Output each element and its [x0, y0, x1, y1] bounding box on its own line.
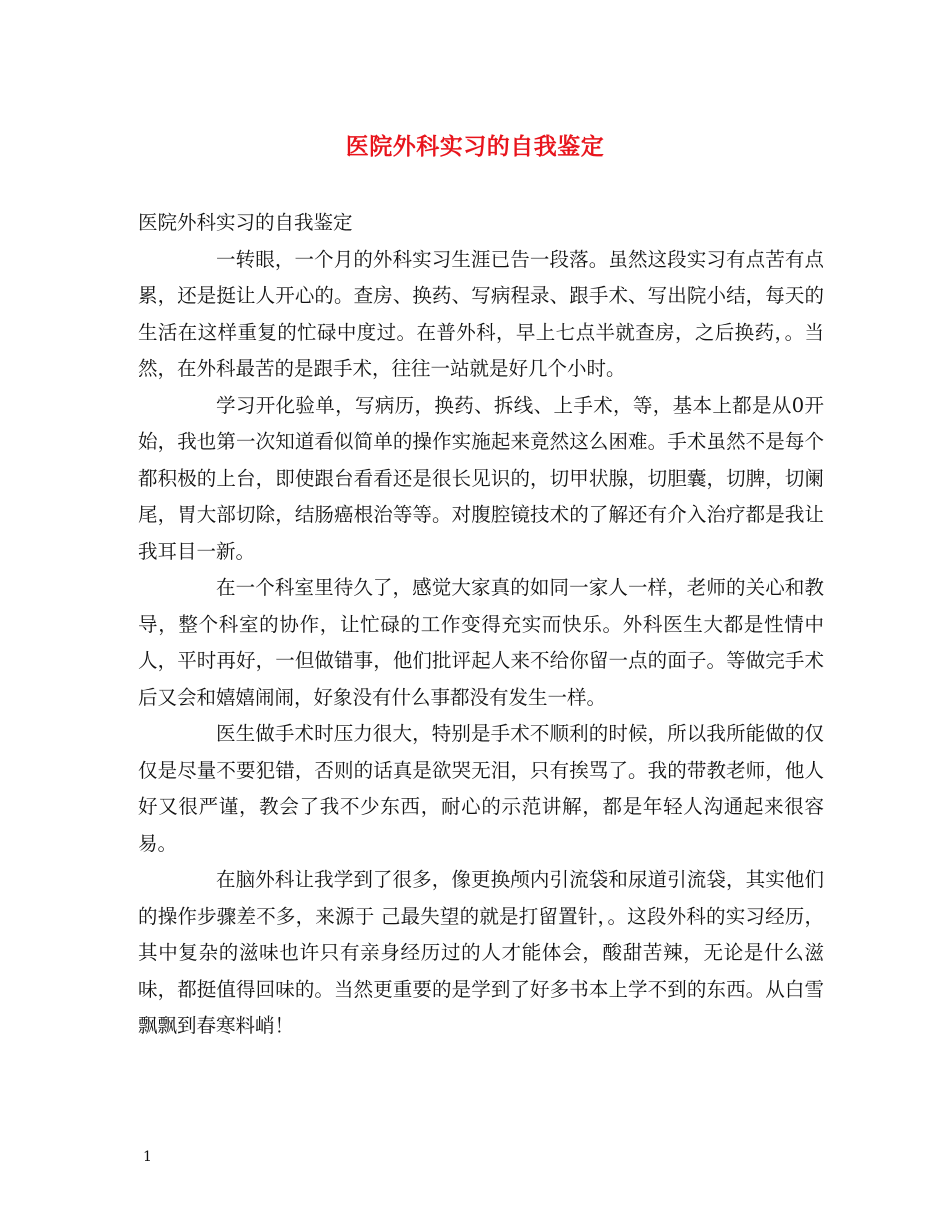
document-subtitle: 医院外科实习的自我鉴定 [138, 211, 353, 234]
paragraph: 在脑外科让我学到了很多，像更换颅内引流袋和尿道引流袋，其实他们的操作步骤差不多，来源于 己最失望的就是打留置针，。这段外科的实习经历，其中复杂的滋味也许只有亲身经历过的人才能体会，酸甜苦辣，无论是什么滋味，都挺值得回味的。当然更重要的是学到了好多书本上学不到的东西。从白雪飘飘到春寒料峭！ [138, 868, 824, 1037]
paragraph: 在一个科室里待久了，感觉大家真的如同一家人一样，老师的关心和教导，整个科室的协作，让忙碌的工作变得充实而快乐。外科医生大都是性情中人，平时再好，一但做错事，他们批评起人来不给你留一点的面子。等做完手术后又会和嬉嬉闹闹，好象没有什么事都没有发生一样。 [138, 576, 824, 709]
paragraph: 一转眼，一个月的外科实习生涯已告一段落。虽然这段实习有点苦有点累，还是挺让人开心的。查房、换药、写病程录、跟手术、写出院小结，每天的生活在这样重复的忙碌中度过。在普外科，早上七点半就查房，之后换药，。当然，在外科最苦的是跟手术，往往一站就是好几个小时。 [138, 247, 824, 380]
paragraph: 学习开化验单，写病历，换药、拆线、上手术，等，基本上都是从0开始，我也第一次知道看似简单的操作实施起来竟然这么困难。手术虽然不是每个都积极的上台，即使跟台看看还是很长见识的，切甲状腺，切胆囊，切脾，切阑尾，胃大部切除，结肠癌根治等等。对腹腔镜技术的了解还有介入治疗都是我让我耳目一新。 [138, 393, 824, 563]
document-body [138, 205, 824, 1045]
document-title: 医院外科实习的自我鉴定 [345, 133, 605, 160]
page-number: 1 [143, 1149, 152, 1165]
paragraph: 医生做手术时压力很大，特别是手术不顺利的时候，所以我所能做的仅仅是尽量不要犯错，否则的话真是欲哭无泪，只有挨骂了。我的带教老师，他人好又很严谨，教会了我不少东西，耐心的示范讲解，都是年轻人沟通起来很容易。 [138, 722, 824, 855]
